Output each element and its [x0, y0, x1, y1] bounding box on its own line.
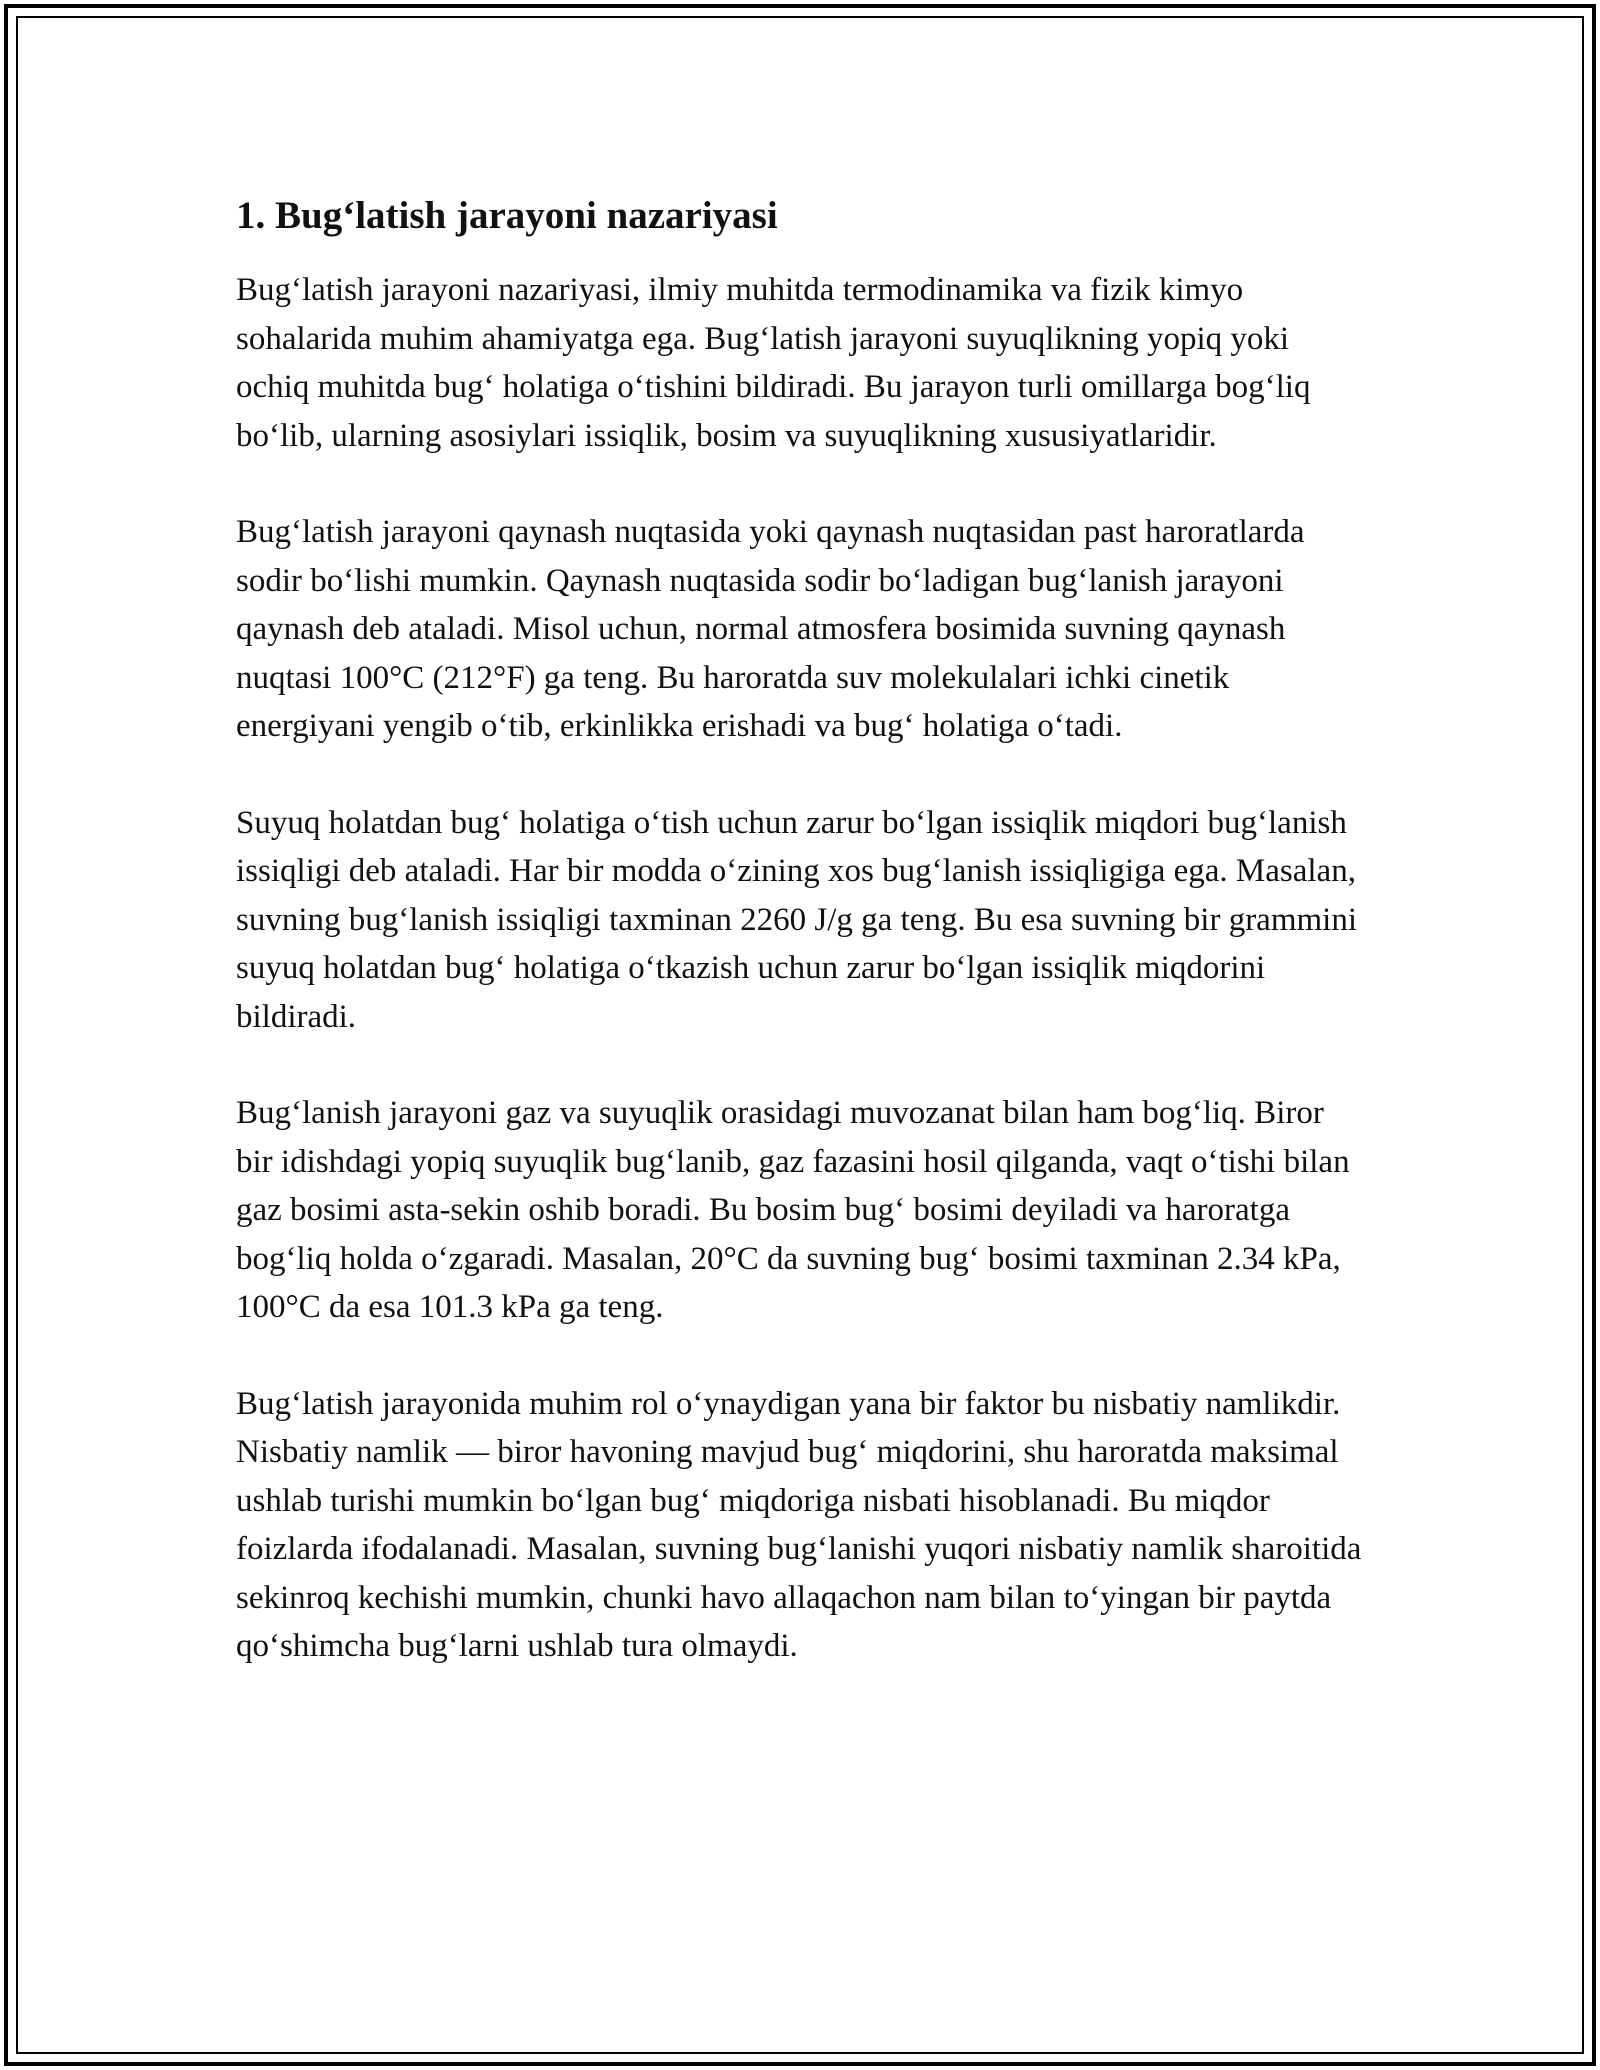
paragraph-3: Suyuq holatdan bug‘ holatiga o‘tish uchun zarur bo‘lgan issiqlik miqdori bug‘lanish issiqligi deb ataladi. Har bir modda o‘zining xos bug‘lanish issiqligiga ega. Masalan, suvning bug‘lanish issiqligi taxminan 2260 J/g ga teng. Bu esa suvning bir grammini suyuq holatdan bug‘ holatiga o‘tkazish uchun zarur bo‘lgan issiqlik miqdorini bildiradi. — [236, 804, 1358, 1035]
section-heading: 1. Bug‘latish jarayoni nazariyasi — [236, 194, 778, 237]
paragraph-5: Bug‘latish jarayonida muhim rol o‘ynaydigan yana bir faktor bu nisbatiy namlikdir. Nisbatiy namlik — biror havoning mavjud bug‘ miqdorini, shu haroratda maksimal ushlab turishi mumkin bo‘lgan bug‘ miqdoriga nisbati hisoblanadi. Bu miqdor foizlarda ifodalanadi. Masalan, suvning bug‘lanishi yuqori nisbatiy namlik sharoitida sekinroq kechishi mumkin, chunki havo allaqachon nam bilan to‘yingan bir paytda qo‘shimcha bug‘larni ushlab tura olmaydi. — [236, 1385, 1362, 1664]
paragraph-4: Bug‘lanish jarayoni gaz va suyuqlik orasidagi muvozanat bilan ham bog‘liq. Biror bir idishdagi yopiq suyuqlik bug‘lanib, gaz fazasini hosil qilganda, vaqt o‘tishi bilan gaz bosimi asta-sekin oshib boradi. Bu bosim bug‘ bosimi deyiladi va haroratga bog‘liq holda o‘zgaradi. Masalan, 20°C da suvning bug‘ bosimi taxminan 2.34 kPa, 100°C da esa 101.3 kPa ga teng. — [236, 1095, 1350, 1325]
paragraph-2: Bug‘latish jarayoni qaynash nuqtasida yoki qaynash nuqtasidan past haroratlarda sodir bo‘lishi mumkin. Qaynash nuqtasida sodir bo‘ladigan bug‘lanish jarayoni qaynash deb ataladi. Misol uchun, normal atmosfera bosimida suvning qaynash nuqtasi 100°C (212°F) ga teng. Bu haroratda suv molekulalari ichki cinetik energiyani yengib o‘tib, erkinlikka erishadi va bug‘ holatiga o‘tadi. — [236, 514, 1305, 744]
document-body — [236, 188, 1368, 1719]
paragraph-1: Bug‘latish jarayoni nazariyasi, ilmiy muhitda termodinamika va fizik kimyo sohalarida muhim ahamiyatga ega. Bug‘latish jarayoni suyuqlikning yopiq yoki ochiq muhitda bug‘ holatiga o‘tishini bildiradi. Bu jarayon turli omillarga bog‘liq bo‘lib, ularning asosiylari issiqlik, bosim va suyuqlikning xususiyatlaridir. — [236, 272, 1311, 454]
